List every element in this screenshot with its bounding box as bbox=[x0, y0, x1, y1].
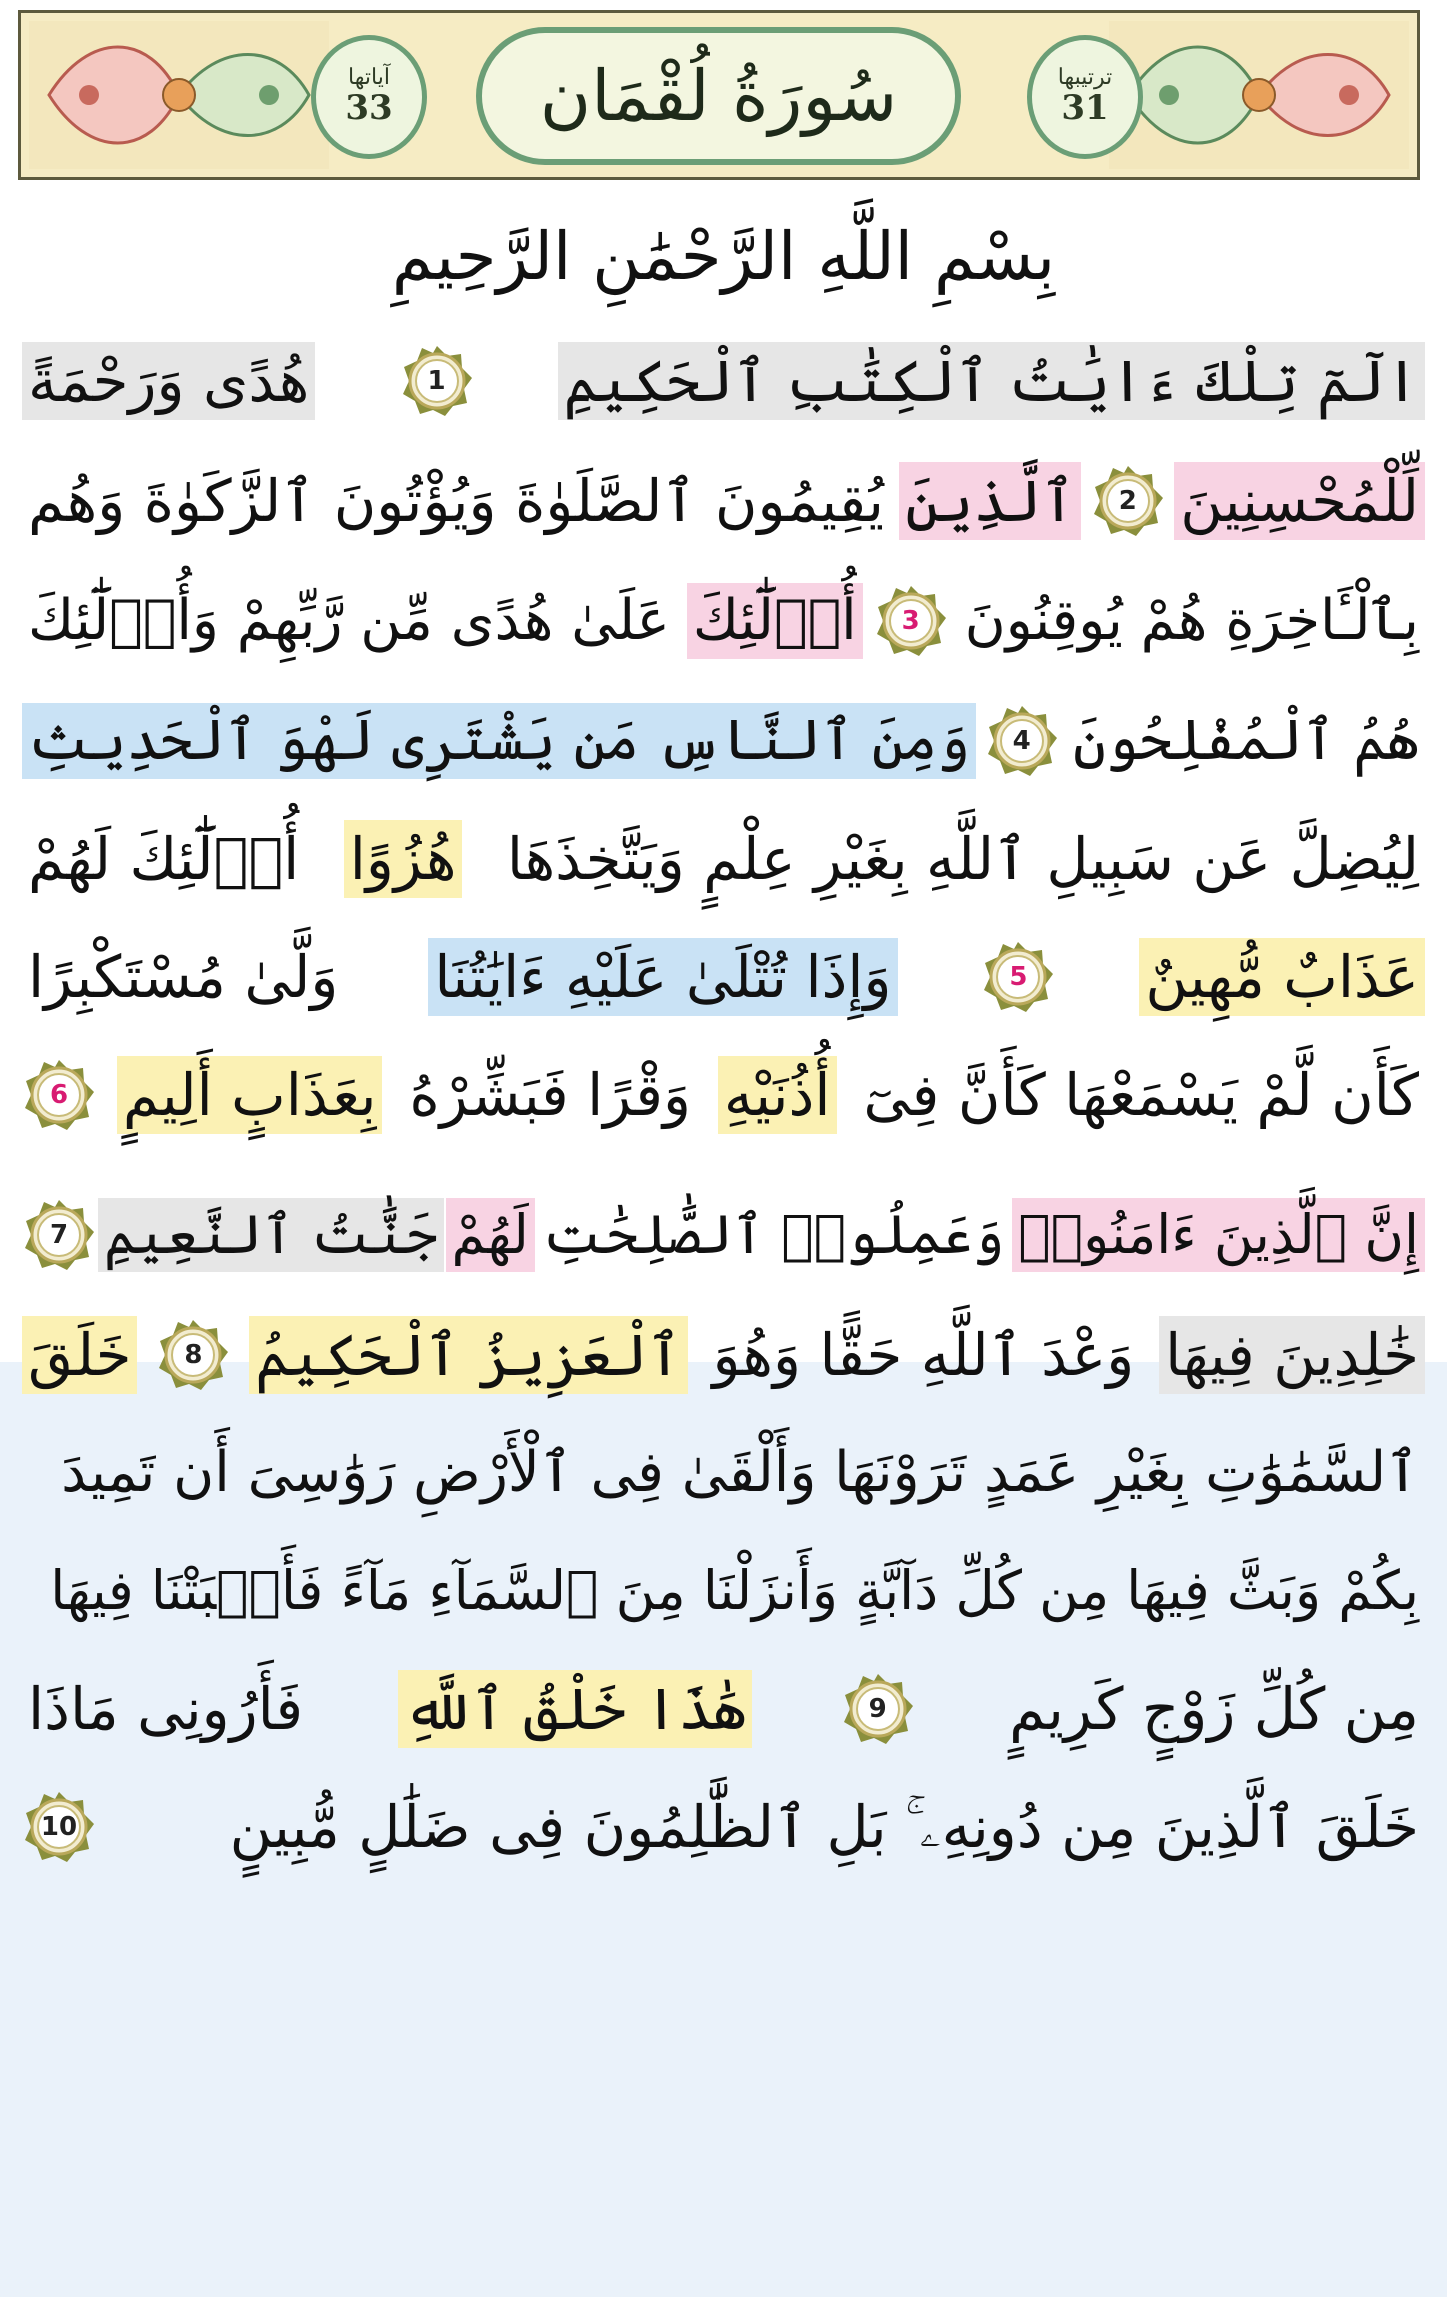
verse-text: فَأَرُونِى مَاذَا bbox=[28, 1675, 304, 1743]
surah-header bbox=[18, 10, 1420, 180]
surah-order-number: 31 bbox=[1061, 88, 1109, 129]
verse-number-marker bbox=[400, 344, 474, 418]
verse-line bbox=[22, 1650, 1425, 1768]
highlighted-verse-text: هُزُوًا bbox=[344, 820, 463, 898]
highlighted-verse-text: خَلَقَ bbox=[22, 1316, 137, 1394]
surah-order-label: ترتيبها bbox=[1057, 65, 1113, 91]
verse-text: مِن كُلِّ زَوْجٍ كَرِيمٍ bbox=[1009, 1675, 1419, 1743]
surah-title: سُورَةُ لُقْمَان bbox=[539, 55, 898, 137]
verse-line bbox=[22, 800, 1425, 918]
verse-line bbox=[22, 918, 1425, 1036]
verse-text: وَقْرًا فَبَشِّرْهُ bbox=[409, 1061, 691, 1129]
verse-number: 9 bbox=[868, 1694, 887, 1724]
verse-number-marker bbox=[981, 940, 1055, 1014]
verse-number: 5 bbox=[1009, 962, 1028, 992]
verse-count-label: آياتها bbox=[348, 65, 390, 91]
bismillah: بِسْمِ اللَّهِ الرَّحْمَٰنِ الرَّحِيمِ bbox=[391, 218, 1056, 295]
highlighted-verse-text: إِنَّ ٱلَّذِينَ ءَامَنُوا۟ bbox=[1012, 1198, 1425, 1272]
verse-number-marker bbox=[22, 1790, 96, 1864]
verse-text: كَأَن لَّمْ يَسْمَعْهَا كَأَنَّ فِىٓ bbox=[863, 1061, 1419, 1129]
verse-text: عَلَىٰ هُدًى مِّن رَّبِّهِمْ وَأُو۟لَٰٓئِكَ bbox=[28, 588, 670, 653]
verse-text: أُو۟لَٰٓئِكَ لَهُمْ bbox=[28, 825, 300, 893]
verse-number: 7 bbox=[50, 1220, 69, 1250]
verse-line bbox=[22, 1532, 1425, 1650]
highlighted-verse-text: الٓمٓ تِلْكَ ءَايَٰتُ ٱلْكِتَٰبِ ٱلْحَكِيمِ bbox=[558, 342, 1425, 420]
verse-number: 6 bbox=[49, 1080, 69, 1110]
verse-text: وَعْدَ ٱللَّهِ حَقًّا وَهُوَ bbox=[712, 1321, 1135, 1389]
verse-line bbox=[22, 1036, 1425, 1154]
verse-text: وَعَمِلُوا۟ ٱلصَّٰلِحَٰتِ bbox=[542, 1203, 1005, 1266]
verse-text: بِٱلْـَٔاخِرَةِ هُمْ يُوقِنُونَ bbox=[964, 588, 1419, 653]
verse-text: يُقِيمُونَ ٱلصَّلَوٰةَ وَيُؤْتُونَ ٱلزَّكَوٰةَ وَهُم bbox=[28, 467, 884, 535]
highlighted-verse-text: وَإِذَا تُتْلَىٰ عَلَيْهِ ءَايَٰتُنَا bbox=[428, 938, 897, 1016]
verse-number: 2 bbox=[1118, 486, 1137, 516]
surah-title-frame bbox=[476, 27, 961, 165]
verse-number-marker bbox=[841, 1672, 915, 1746]
highlighted-verse-text: لِّلْمُحْسِنِينَ bbox=[1174, 462, 1425, 540]
floral-ornament-icon bbox=[29, 21, 329, 169]
verse-text: هُمُ ٱلْمُفْلِحُونَ bbox=[1073, 708, 1419, 773]
verse-text: لِيُضِلَّ عَن سَبِيلِ ٱللَّهِ بِغَيْرِ عِلْمٍ وَيَتَّخِذَهَا bbox=[506, 825, 1419, 893]
verse-line bbox=[22, 562, 1425, 680]
verse-line bbox=[22, 322, 1425, 440]
highlighted-verse-text: خَٰلِدِينَ فِيهَا bbox=[1159, 1316, 1425, 1394]
verse-line bbox=[22, 1414, 1425, 1532]
verse-number: 1 bbox=[427, 366, 446, 396]
verse-line bbox=[22, 682, 1425, 800]
highlighted-verse-text: هُدًى وَرَحْمَةً bbox=[22, 342, 315, 420]
verse-number-marker bbox=[1091, 464, 1165, 538]
surah-order-medallion bbox=[1027, 35, 1143, 159]
highlighted-verse-text: ٱلَّذِينَ bbox=[899, 462, 1081, 540]
verse-text: خَلَقَ ٱلَّذِينَ مِن دُونِهِۦ ۚ بَلِ ٱلظَّٰلِمُونَ فِى ضَلَٰلٍ مُّبِينٍ bbox=[229, 1793, 1419, 1861]
verse-number: 10 bbox=[40, 1812, 78, 1842]
verse-line bbox=[22, 1768, 1425, 1886]
verse-text: بِكُمْ وَبَثَّ فِيهَا مِن كُلِّ دَآبَّةٍ وَأَنزَلْنَا مِنَ ٱلسَّمَآءِ مَآءً فَأَنۢبَتْنَا فِيهَا bbox=[50, 1559, 1419, 1622]
highlighted-verse-text: جَنَّٰتُ ٱلنَّعِيمِ bbox=[98, 1198, 444, 1272]
verse-number-marker bbox=[22, 1058, 96, 1132]
verse-number-marker bbox=[874, 584, 948, 658]
verse-number-marker bbox=[156, 1318, 230, 1392]
highlighted-verse-text: ٱلْعَزِيزُ ٱلْحَكِيمُ bbox=[249, 1316, 687, 1394]
highlighted-verse-text: لَهُمْ bbox=[446, 1198, 535, 1272]
highlighted-verse-text: بِعَذَابٍ أَلِيمٍ bbox=[117, 1056, 383, 1134]
verse-number: 3 bbox=[901, 606, 920, 636]
verse-text: ٱلسَّمَٰوَٰتِ بِغَيْرِ عَمَدٍ تَرَوْنَهَا وَأَلْقَىٰ فِى ٱلْأَرْضِ رَوَٰسِىَ أَن تَمِيدَ bbox=[61, 1440, 1419, 1505]
verse-line bbox=[22, 1296, 1425, 1414]
verse-count-number: 33 bbox=[345, 88, 393, 129]
verse-number: 8 bbox=[184, 1340, 203, 1370]
verse-count-medallion bbox=[311, 35, 427, 159]
floral-ornament-icon bbox=[1109, 21, 1409, 169]
highlighted-verse-text: وَمِنَ ٱلنَّاسِ مَن يَشْتَرِى لَهْوَ ٱلْحَدِيثِ bbox=[22, 703, 976, 779]
highlighted-verse-text: أُو۟لَٰٓئِكَ bbox=[687, 583, 863, 659]
verse-number: 4 bbox=[1012, 726, 1031, 756]
highlighted-verse-text: أُذُنَيْهِ bbox=[718, 1056, 837, 1134]
verse-number-marker bbox=[985, 704, 1059, 778]
verse-number-marker bbox=[22, 1198, 96, 1272]
highlighted-verse-text: هَٰذَا خَلْقُ ٱللَّهِ bbox=[398, 1670, 753, 1748]
verse-line bbox=[22, 442, 1425, 560]
highlighted-verse-text: عَذَابٌ مُّهِينٌ bbox=[1139, 938, 1425, 1016]
verse-line bbox=[22, 1176, 1425, 1294]
verse-text: وَلَّىٰ مُسْتَكْبِرًا bbox=[28, 943, 339, 1011]
